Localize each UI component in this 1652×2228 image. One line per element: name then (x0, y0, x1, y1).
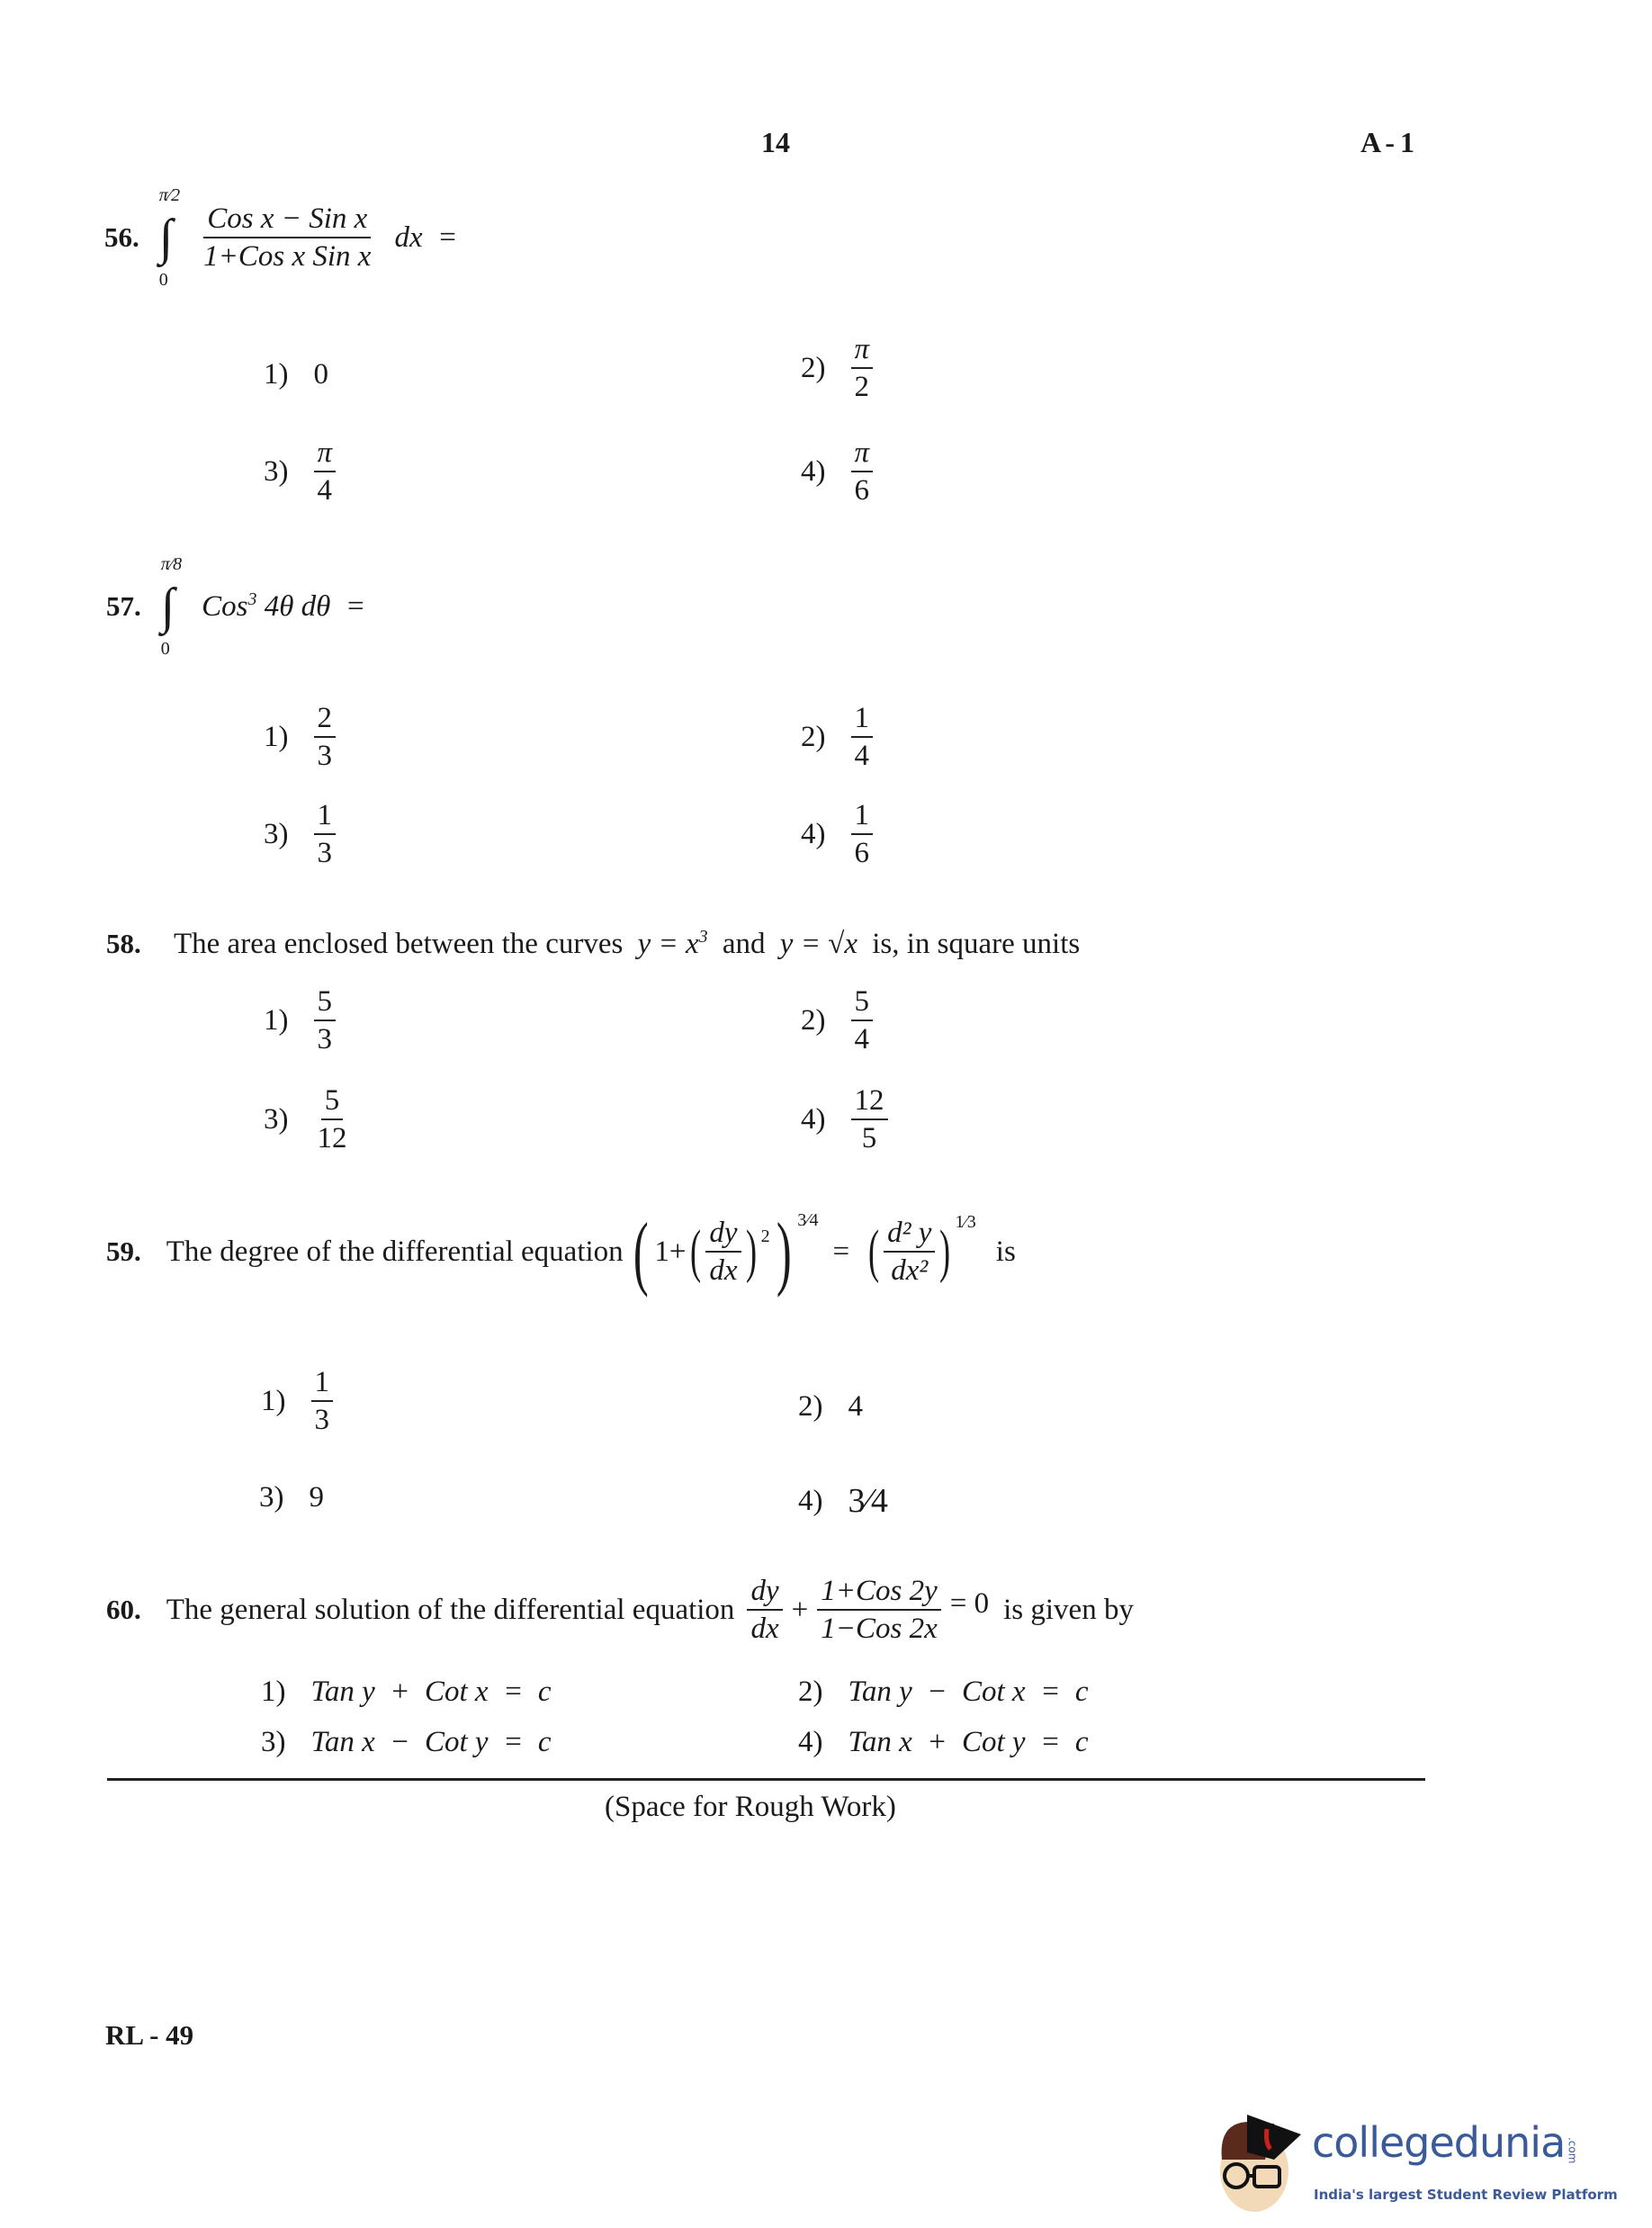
power: 3 (698, 927, 708, 947)
option-label: 3) (264, 817, 289, 850)
option-label: 1) (264, 720, 289, 753)
question-number: 56. (104, 221, 139, 253)
upper-limit: π⁄8 (160, 554, 183, 574)
option-58-1[interactable] (264, 985, 336, 1056)
numerator: 12 (851, 1084, 888, 1120)
question-text: The degree of the differential equation (166, 1235, 624, 1268)
power: 3⁄4 (797, 1210, 819, 1230)
one-plus: 1+ (654, 1235, 687, 1268)
numerator: 1 (851, 799, 874, 835)
option-value: Tan y + Cot x = c (310, 1675, 552, 1708)
right-paren-icon: ) (939, 1218, 951, 1284)
power: 3 (247, 589, 257, 609)
option-59-4[interactable] (798, 1481, 888, 1521)
question-text: is, in square units (872, 928, 1081, 960)
upper-limit: π⁄2 (158, 185, 181, 205)
question-number: 58. (106, 928, 141, 959)
question-text: The general solution of the differential equation (166, 1593, 735, 1626)
option-label: 1) (264, 358, 289, 391)
option-57-1[interactable] (264, 702, 336, 773)
numerator: π (314, 436, 337, 472)
question-57 (106, 553, 365, 660)
denominator: 1−Cos 2x (821, 1613, 938, 1646)
numerator: 1 (851, 702, 874, 738)
curve-1: y = x (637, 928, 699, 960)
denominator: 3 (317, 1023, 332, 1056)
numerator: 2 (314, 702, 337, 738)
numerator: 5 (321, 1084, 344, 1120)
denominator: 4 (317, 474, 333, 508)
option-label: 3) (264, 454, 289, 488)
option-label: 4) (801, 454, 826, 488)
denominator: 6 (854, 474, 870, 508)
question-text: is given by (1003, 1593, 1134, 1626)
option-value: Tan x + Cot y = c (848, 1726, 1089, 1758)
denominator: 3 (314, 1404, 329, 1437)
option-label: 2) (801, 1003, 826, 1037)
logo-tld: .com (1566, 2136, 1579, 2163)
left-paren-icon: ( (690, 1218, 702, 1284)
left-paren-icon: ( (633, 1206, 649, 1298)
option-57-4[interactable] (801, 799, 873, 870)
option-58-4[interactable] (801, 1084, 888, 1155)
student-mascot-icon (1211, 2097, 1324, 2218)
option-label: 2) (801, 351, 826, 384)
question-60 (106, 1575, 1134, 1646)
denominator: 2 (854, 371, 870, 404)
question-number: 57. (106, 590, 141, 622)
numerator: 5 (851, 985, 874, 1021)
denominator: 6 (854, 837, 869, 870)
denominator: dx (750, 1613, 779, 1646)
collegedunia-logo (1211, 2097, 1643, 2218)
denominator: 4 (854, 740, 869, 773)
option-56-1[interactable] (264, 358, 328, 391)
dx-equals: dx = (394, 220, 458, 254)
lower-limit: 0 (158, 270, 168, 290)
question-text: The area enclosed between the curves (174, 928, 624, 960)
option-57-3[interactable] (264, 799, 336, 870)
option-58-3[interactable] (264, 1084, 351, 1155)
denominator: 3 (317, 837, 332, 870)
numerator: Cos x − Sin x (203, 202, 371, 238)
option-60-2[interactable] (798, 1675, 1088, 1709)
numerator: d² y (884, 1217, 935, 1253)
page-number: 14 (761, 126, 790, 158)
option-56-3[interactable] (264, 436, 336, 508)
denominator: 3 (317, 740, 332, 773)
cos: Cos (202, 590, 248, 623)
option-60-3[interactable] (261, 1726, 551, 1759)
integrand-rest: 4θ dθ = (264, 590, 366, 623)
numerator: π (851, 333, 874, 369)
numerator: 1+Cos 2y (817, 1575, 941, 1611)
integral-sign-icon: ∫ (158, 210, 174, 265)
right-paren-icon: ) (745, 1218, 757, 1284)
option-label: 4) (798, 1484, 823, 1517)
question-56 (104, 184, 457, 291)
right-paren-icon: ) (776, 1206, 792, 1298)
option-value: Tan x − Cot y = c (310, 1726, 552, 1758)
power: 2 (760, 1226, 770, 1246)
logo-wordmark: collegedunia (1312, 2118, 1566, 2167)
option-label: 1) (264, 1003, 289, 1037)
option-label: 4) (801, 1102, 826, 1136)
denominator: 4 (854, 1023, 869, 1056)
question-text: and (722, 928, 766, 960)
equals: = (832, 1235, 850, 1268)
denominator: dx² (891, 1254, 929, 1287)
option-value: 3⁄4 (848, 1482, 888, 1520)
denominator: 1+Cos x Sin x (203, 240, 372, 273)
option-value: 0 (313, 358, 328, 391)
question-number: 59. (106, 1235, 141, 1267)
numerator: 1 (311, 1366, 334, 1402)
denominator: 5 (861, 1122, 877, 1155)
option-label: 1) (261, 1675, 286, 1708)
question-59 (106, 1206, 1016, 1298)
question-number: 60. (106, 1594, 141, 1626)
option-58-2[interactable] (801, 985, 873, 1056)
option-60-4[interactable] (798, 1726, 1088, 1759)
option-label: 2) (801, 720, 826, 753)
option-56-2[interactable] (801, 333, 873, 404)
question-58 (106, 927, 1080, 961)
footer-code: RL - 49 (105, 2019, 194, 2051)
integral-sign-icon: ∫ (160, 579, 175, 634)
curve-2: y = √x (779, 928, 857, 960)
option-label: 3) (264, 1102, 289, 1136)
option-value: 9 (309, 1481, 324, 1514)
option-value: Tan y − Cot x = c (848, 1675, 1089, 1708)
option-label: 4) (798, 1726, 823, 1758)
lower-limit: 0 (160, 639, 170, 659)
option-label: 4) (801, 817, 826, 850)
divider (107, 1778, 1425, 1781)
power: 1⁄3 (955, 1212, 976, 1232)
option-label: 3) (259, 1481, 284, 1514)
integral (161, 553, 182, 660)
numerator: π (851, 436, 874, 472)
numerator: dy (705, 1217, 741, 1253)
option-label: 2) (798, 1390, 823, 1423)
set-code: A - 1 (1360, 126, 1414, 158)
question-text: is (995, 1235, 1016, 1268)
option-59-2[interactable] (798, 1390, 863, 1424)
numerator: 5 (314, 985, 337, 1021)
integrand (200, 202, 374, 274)
denominator: dx (709, 1254, 738, 1287)
option-label: 3) (261, 1726, 286, 1758)
logo-tagline: India's largest Student Review Platform (1314, 2187, 1618, 2203)
equals-zero: = 0 (949, 1586, 990, 1620)
denominator: 12 (317, 1122, 347, 1155)
numerator: 1 (314, 799, 337, 835)
option-59-1[interactable] (261, 1366, 333, 1437)
rough-work-label: (Space for Rough Work) (605, 1791, 896, 1823)
option-56-4[interactable] (801, 436, 873, 508)
logo-wordmark-row (1312, 2118, 1579, 2167)
option-57-2[interactable] (801, 702, 873, 773)
option-60-1[interactable] (261, 1675, 551, 1709)
plus: + (791, 1593, 809, 1626)
option-label: 1) (261, 1384, 286, 1417)
option-59-3[interactable] (259, 1481, 324, 1514)
option-value: 4 (848, 1390, 863, 1423)
numerator: dy (747, 1575, 782, 1611)
left-paren-icon: ( (868, 1218, 880, 1284)
integral (159, 184, 180, 291)
option-label: 2) (798, 1675, 823, 1708)
